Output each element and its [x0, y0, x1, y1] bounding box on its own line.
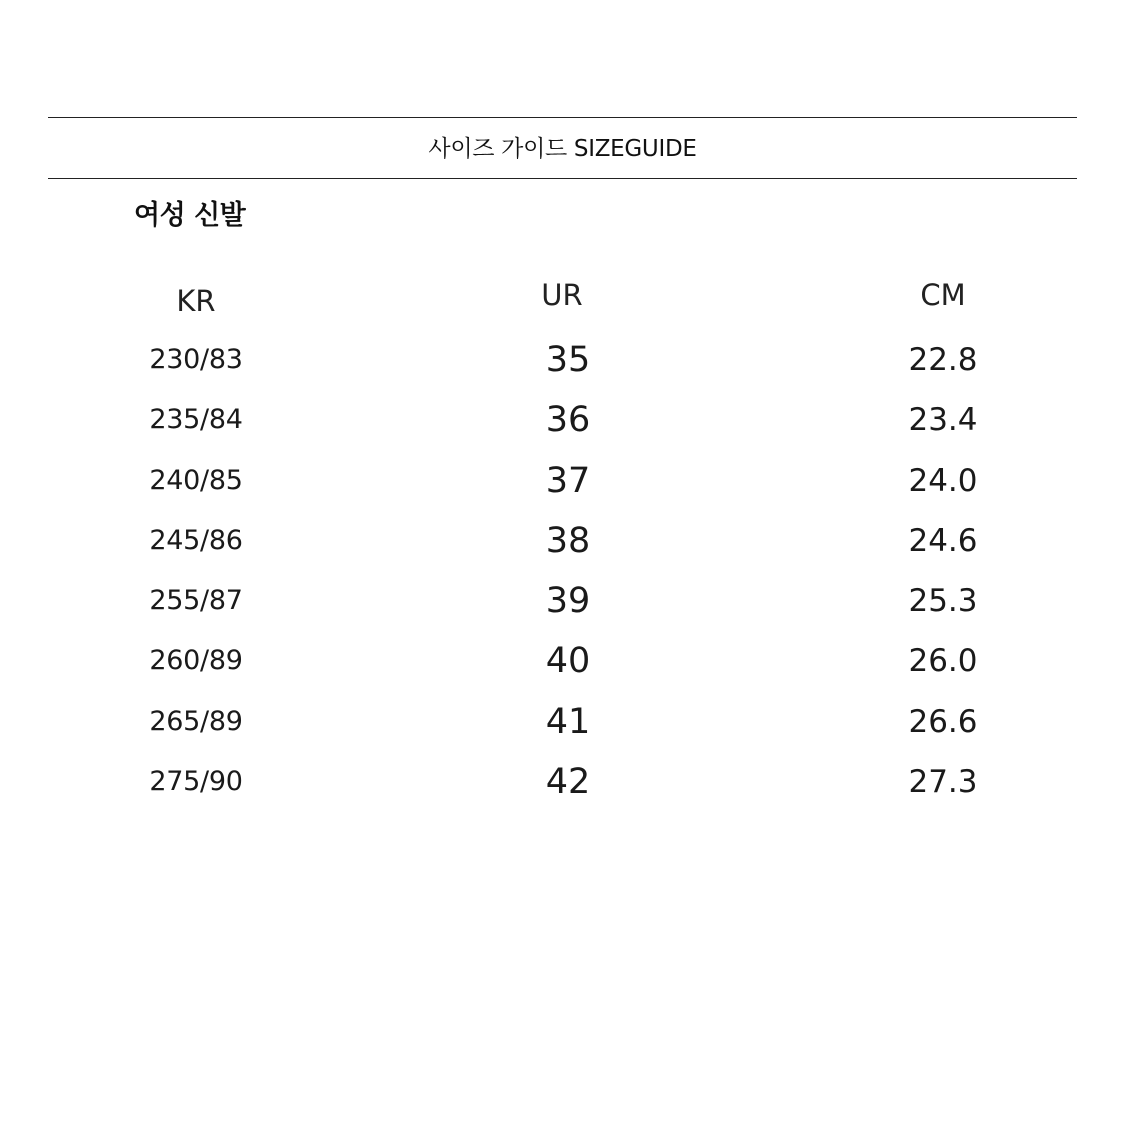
table-row: [0, 636, 1125, 696]
cell-cm: 23.4: [908, 402, 978, 439]
table-row: [0, 697, 1125, 757]
size-guide-title: 사이즈 가이드 SIZEGUIDE: [428, 136, 697, 162]
cell-kr: 255/87: [149, 585, 243, 617]
table-row: [0, 456, 1125, 516]
cell-ur: 39: [545, 581, 591, 622]
cell-cm: 24.0: [908, 462, 978, 499]
cell-cm: 27.3: [908, 764, 978, 801]
bottom-divider: [48, 178, 1077, 179]
cell-cm: 25.3: [908, 583, 978, 620]
section-title: 여성 신발: [134, 200, 246, 231]
cell-ur: 41: [545, 701, 591, 742]
table-row: [0, 516, 1125, 576]
table-row: [0, 757, 1125, 817]
cell-cm: 22.8: [908, 342, 978, 378]
cell-kr: 240/85: [149, 464, 243, 496]
cell-ur: 35: [545, 340, 591, 380]
cell-ur: 38: [545, 520, 591, 561]
column-header-ur: UR: [541, 278, 583, 312]
cell-kr: 230/83: [149, 344, 243, 375]
cell-cm: 26.6: [908, 703, 978, 740]
cell-ur: 42: [545, 762, 591, 803]
cell-kr: 235/84: [149, 404, 243, 436]
column-header-cm: CM: [920, 278, 966, 312]
cell-kr: 245/86: [149, 524, 243, 556]
cell-ur: 36: [545, 400, 591, 441]
cell-cm: 24.6: [908, 522, 978, 559]
cell-kr: 275/90: [149, 766, 243, 798]
table-row: [0, 395, 1125, 455]
cell-cm: 26.0: [908, 643, 978, 680]
top-divider: [48, 117, 1077, 118]
table-row: [0, 576, 1125, 636]
cell-ur: 40: [545, 641, 591, 682]
table-body: [0, 335, 1125, 817]
cell-kr: 260/89: [149, 645, 243, 677]
table-row: [0, 335, 1125, 395]
cell-ur: 37: [545, 460, 591, 501]
cell-kr: 265/89: [149, 705, 243, 737]
column-header-kr: KR: [176, 284, 216, 318]
